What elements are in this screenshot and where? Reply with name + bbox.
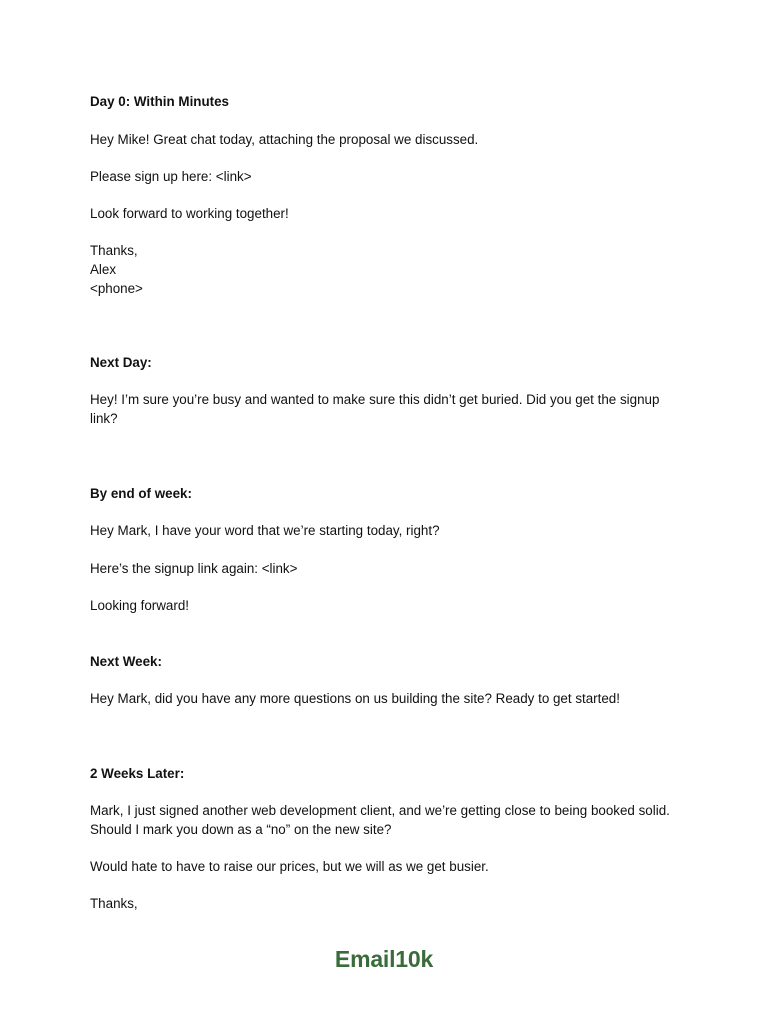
email-paragraph: Please sign up here: <link> [90, 169, 252, 184]
section-heading-two-weeks-later: 2 Weeks Later: [90, 766, 185, 781]
email-paragraph: Mark, I just signed another web development client, and we’re getting close to being booked solid. Should I mark you down as a “no” on the new site? [90, 803, 670, 837]
email-paragraph: Would hate to have to raise our prices, but we will as we get busier. [90, 859, 489, 874]
email-paragraph: Hey! I’m sure you’re busy and wanted to make sure this didn’t get buried. Did you get the signup link? [90, 392, 660, 426]
section-heading-next-week: Next Week: [90, 654, 162, 669]
email-paragraph: Hey Mark, did you have any more questions on us building the site? Ready to get started! [90, 691, 620, 706]
email-paragraph: Hey Mark, I have your word that we’re starting today, right? [90, 523, 440, 538]
signature-line: Thanks, [90, 243, 138, 258]
signature-line: Alex [90, 262, 117, 277]
footer-brand-logo: Email10k [334, 946, 434, 972]
email-paragraph: Looking forward! [90, 598, 189, 613]
signature-line: <phone> [90, 281, 143, 296]
document-body [90, 92, 690, 913]
section-heading-day-0: Day 0: Within Minutes [90, 94, 229, 109]
email-paragraph: Thanks, [90, 896, 138, 911]
email-signature [90, 241, 690, 298]
email-paragraph: Hey Mike! Great chat today, attaching the proposal we discussed. [90, 132, 479, 147]
email-paragraph: Here’s the signup link again: <link> [90, 561, 298, 576]
section-heading-next-day: Next Day: [90, 355, 152, 370]
email-paragraph: Look forward to working together! [90, 206, 289, 221]
section-heading-end-of-week: By end of week: [90, 486, 192, 501]
